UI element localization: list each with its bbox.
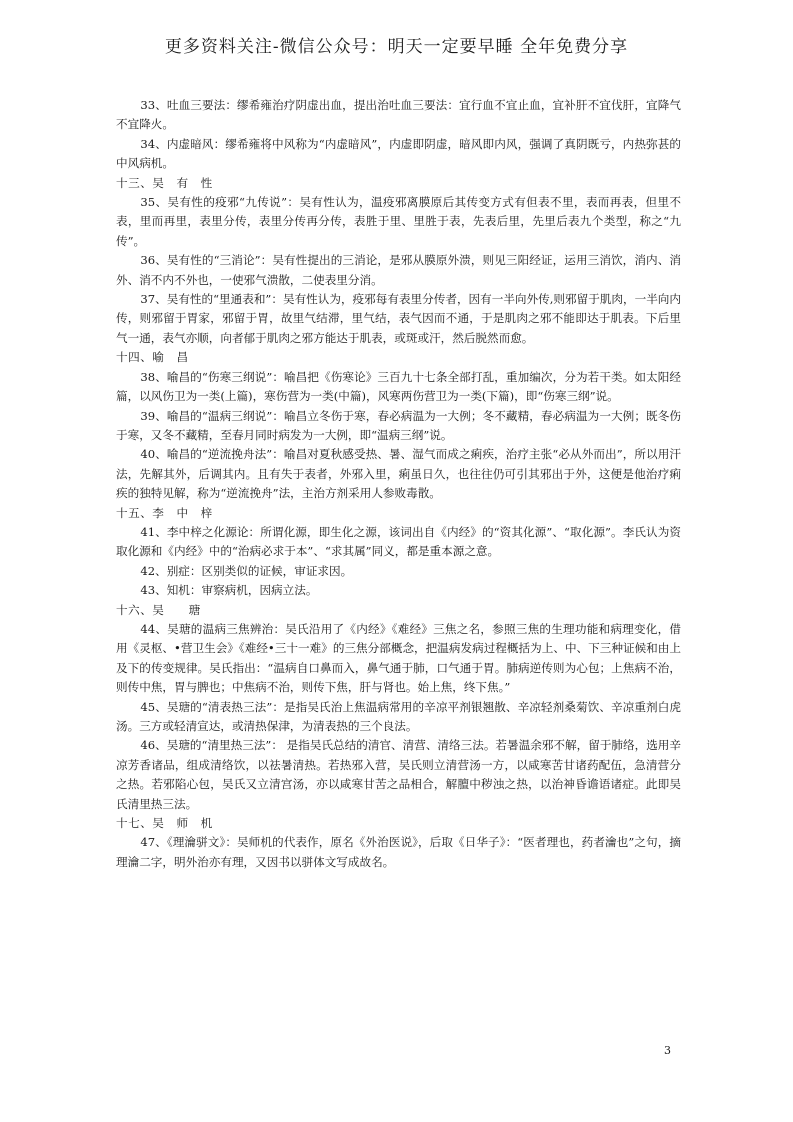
section-heading: 十三、吴 有 性 <box>116 175 213 190</box>
paragraph: 42、别症：区别类似的证候，审证求因。 <box>140 563 353 578</box>
section-heading: 十七、吴 师 机 <box>116 816 213 831</box>
paragraph: 44、吴瑭的温病三焦辨治：吴氏沿用了《内经》《难经》三焦之名，参照三焦的生理功能和病理变化，借用《灵枢、•营卫生会》《难经•三十一难》的三焦分部概念，把温病发病过程概括为上、中、下三种证候和由上及下的传变规律。吴氏指出：“温病自口鼻而入，鼻气通于肺，口气通于胃。肺病逆传则为心包；上焦病不治，则传中焦，胃与脾也；中焦病不治，则传下焦，肝与肾也。始上焦，终下焦。” <box>116 621 681 695</box>
paragraph: 36、吴有性的“三消论”：吴有性提出的三消论，是邪从膜原外溃，则见三阳经证，运用三消饮，消内、消外、消不内不外也，一使邪气溃散，二使表里分消。 <box>116 253 681 287</box>
section-heading: 十六、吴 瑭 <box>116 602 201 617</box>
paragraph: 38、喻昌的“伤寒三纲说”：喻昌把《伤寒论》三百九十七条全部打乱，重加编次，分为若干类。如太阳经篇，以风伤卫为一类(上篇)，寒伤营为一类(中篇)，风寒两伤营卫为一类(下篇)，即“伤寒三纲”说。 <box>116 369 681 404</box>
paragraph: 35、吴有性的疫邪“九传说”：吴有性认为，温疫邪离膜原后其传变方式有但表不里，表而再表，但里不表，里而再里，表里分传，表里分传再分传，表胜于里、里胜于表，先表后里，先里后表九个类型，称之“九传”。 <box>116 195 681 248</box>
paragraph: 41、李中梓之化源论：所谓化源，即生化之源，该词出自《内经》的“资其化源”、“取化源”。李氏认为资取化源和《内经》中的“治病必求于本”、“求其属”同义，都是重本源之意。 <box>116 524 681 559</box>
paragraph: 34、内虚暗风：缪希雍将中风称为“内虚暗风”，内虚即阴虚，暗风即内风，强调了真阴既亏，内热弥甚的中风病机。 <box>116 136 681 171</box>
section-heading: 十四、喻 昌 <box>116 350 189 365</box>
paragraph: 47、《理瀹骈文》：吴师机的代表作，原名《外治医说》，后取《日华子》：“医者理也，药者瀹也”之句，摘理瀹二字，明外治亦有理，又因书以骈体文写成故名。 <box>116 835 681 869</box>
paragraph: 43、知机：审察病机，因病立法。 <box>140 583 318 598</box>
page-number: 3 <box>664 1044 671 1057</box>
document-body <box>116 96 681 872</box>
paragraph: 39、喻昌的“温病三纲说”：喻昌立冬伤于寒，春必病温为一大例；冬不藏精，春必病温为一大例；既冬伤于寒，又冬不藏精，至春月同时病发为一大例，即“温病三纲”说。 <box>116 408 681 442</box>
section-heading: 十五、李 中 梓 <box>116 505 213 520</box>
paragraph: 40、喻昌的“逆流挽舟法”：喻昌对夏秋感受热、暑、湿气而成之痢疾，治疗主张“必从外而出”，所以用汗法，先解其外，后调其内。且有失于表者，外邪入里，痢虽日久，也往往仍可引其邪出于外，这便是他治疗痢疾的独特见解，称为“逆流挽舟”法，主治方剂采用人参败毒散。 <box>116 447 681 501</box>
paragraph: 33、吐血三要法：缪希雍治疗阴虚出血，提出治吐血三要法：宜行血不宜止血，宜补肝不宜伐肝，宜降气不宜降火。 <box>116 98 681 132</box>
page-header: 更多资料关注-微信公众号：明天一定要早睡 全年免费分享 <box>164 37 629 57</box>
paragraph: 45、吴瑭的“清表热三法”：是指吴氏治上焦温病常用的辛凉平剂银翘散、辛凉轻剂桑菊饮、辛凉重剂白虎汤。三方或轻清宣达，或清热保津，为清表热的三个良法。 <box>116 699 681 733</box>
paragraph: 46、吴瑭的“清里热三法”： 是指吴氏总结的清官、清营、清络三法。若暑温余邪不解，留于肺络，选用辛凉芳香诸品，组成清络饮，以祛暑清热。若热邪入营，吴氏则立清营汤一方，以咸寒苦甘诸药配伍，急清营分之热。若邪陷心包，吴氏又立清宫汤，亦以咸寒甘苦之品相合，解膻中秽浊之热，以治神昏谵语诸症。此即吴氏清里热三法。 <box>116 738 681 811</box>
paragraph: 37、吴有性的“里通表和”：吴有性认为，疫邪每有表里分传者，因有一半向外传,则邪留于肌肉，一半向内传，则邪留于胃家，邪留于胃，故里气结滞，里气结，表气因而不通，于是肌肉之邪不能即达于肌表。下后里气一通，表气亦顺，向者郁于肌肉之邪方能达于肌表，或斑或汗，然后脱然而愈。 <box>116 292 681 345</box>
